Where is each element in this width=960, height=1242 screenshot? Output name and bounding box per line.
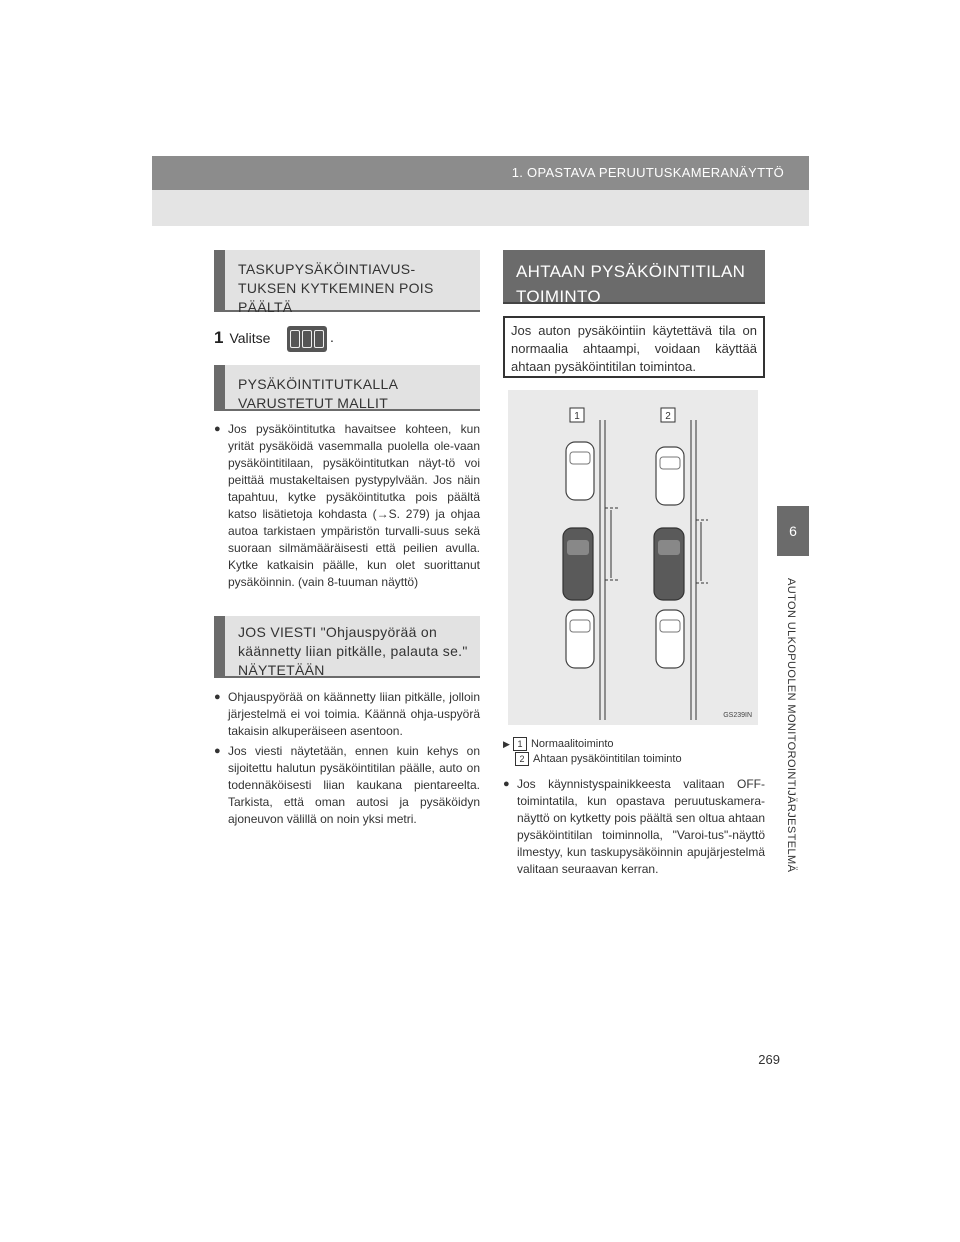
section-heading-pysakointitutka: PYSÄKÖINTITUTKALLA VARUSTETUT MALLIT — [214, 365, 480, 411]
section-heading-taskupysakointi: TASKUPYSÄKÖINTIAVUS-TUKSEN KYTKEMINEN POIS PÄÄLTÄ — [214, 250, 480, 312]
legend-arrow-icon: ▶ — [503, 738, 510, 749]
step-suffix: . — [330, 329, 334, 345]
own-car-2-windshield — [658, 540, 680, 555]
legend-text-2: Ahtaan pysäköintitilan toiminto — [533, 752, 682, 765]
bullet-icon: ● — [214, 691, 221, 703]
own-car-2 — [654, 528, 684, 600]
parked-car-rear-2 — [656, 610, 684, 668]
bullet-icon: ● — [214, 423, 221, 435]
step-text: Valitse — [229, 330, 271, 346]
parked-car-front-1 — [566, 442, 594, 500]
intro-box: Jos auton pysäköintiin käytettävä tila on normaalia ahtaampi, voidaan käyttää ahtaan pysäköintitilan toimintoa. — [503, 316, 765, 378]
diagram-label-1: 1 — [574, 411, 580, 422]
own-car-1 — [563, 528, 593, 600]
legend-item-1 — [503, 737, 614, 751]
parking-sensor-icon[interactable] — [287, 326, 327, 352]
legend-num-1: 1 — [513, 737, 527, 751]
legend-item-2 — [515, 752, 682, 766]
section-heading-ahtaan: AHTAAN PYSÄKÖINTITILAN TOIMINTO — [503, 250, 765, 304]
bullet-icon: ● — [503, 778, 510, 790]
step-number: 1 — [214, 328, 224, 347]
section-heading-jos-viesti: JOS VIESTI "Ohjauspyörää on käännetty liian pitkälle, palauta se." NÄYTETÄÄN — [214, 616, 480, 678]
parking-diagram — [508, 390, 758, 725]
bullet-off-toimintatila — [503, 776, 765, 878]
diagram-code: GS239IN — [723, 712, 752, 719]
bullet-text: Jos pysäköintitutka havaitsee kohteen, kun yrität pysäköidä vasemmalla puolella ole-vaan pysäköintitilaan, pysäköintitutkan näyt-tö voi peittää mustakeltaisen pystypylvään. Jos näin tapahtuu, kytke pysäköintitutka pois päältä katso lisätietoja kohdasta (→S. 279) ja ohjaa autoa tarkistaen ympäristön turvalli-suus sekä suoraan silmämääräisesti että peilien avulla. Kytke katkaisin päälle, kun olet suorittanut pysäköinnin. (vain 8-tuuman näyttö) — [228, 422, 480, 589]
header-lower-band — [152, 190, 809, 226]
bullet-icon: ● — [214, 745, 221, 757]
bullet-text: Jos käynnistyspainikkeesta valitaan OFF-toimintatila, kun opastava peruutuskamera-näyttö on kytketty pois päältä sen oltua ahtaan pysäköintitilan toiminnolla, "Varoi-tus"-näyttö ilmestyy, kun taskupysäköinnin apujärjestelmä valitaan seuraavan kerran. — [517, 777, 765, 876]
page-header-title: 1. OPASTAVA PERUUTUSKAMERANÄYTTÖ — [511, 165, 784, 180]
chapter-tab: 6 — [777, 506, 809, 556]
step-1 — [214, 328, 270, 348]
chapter-side-title-text: AUTON ULKOPUOLEN MONITOROINTIJÄRJESTELMÄ — [785, 577, 797, 873]
own-car-1-windshield — [567, 540, 589, 555]
parked-car-rear-1 — [566, 610, 594, 668]
bullet-ohjauspyora — [214, 689, 480, 740]
bullet-text: Jos viesti näytetään, ennen kuin kehys on sijoitettu halutun pysäköintitilan päälle, auto on todennäköisesti liian kaukana pientareelta. Tarkista, että oman autosi ja pysäköidyn ajoneuvon välillä on noin yksi metri. — [228, 744, 480, 826]
legend-text-1: Normaalitoiminto — [530, 737, 614, 750]
page-number: 269 — [758, 1052, 780, 1067]
diagram-label-2: 2 — [665, 411, 671, 422]
bullet-pysakointitutka — [214, 421, 480, 591]
parked-car-front-2 — [656, 447, 684, 505]
parking-diagram-svg — [508, 390, 758, 725]
bullet-kehys — [214, 743, 480, 828]
bullet-text: Ohjauspyörää on käännetty liian pitkälle, jolloin järjestelmä ei voi toimia. Käännä ohja-uspyörä takaisin alkuperäiseen asentoon. — [228, 690, 480, 738]
legend-num-2: 2 — [515, 752, 529, 766]
